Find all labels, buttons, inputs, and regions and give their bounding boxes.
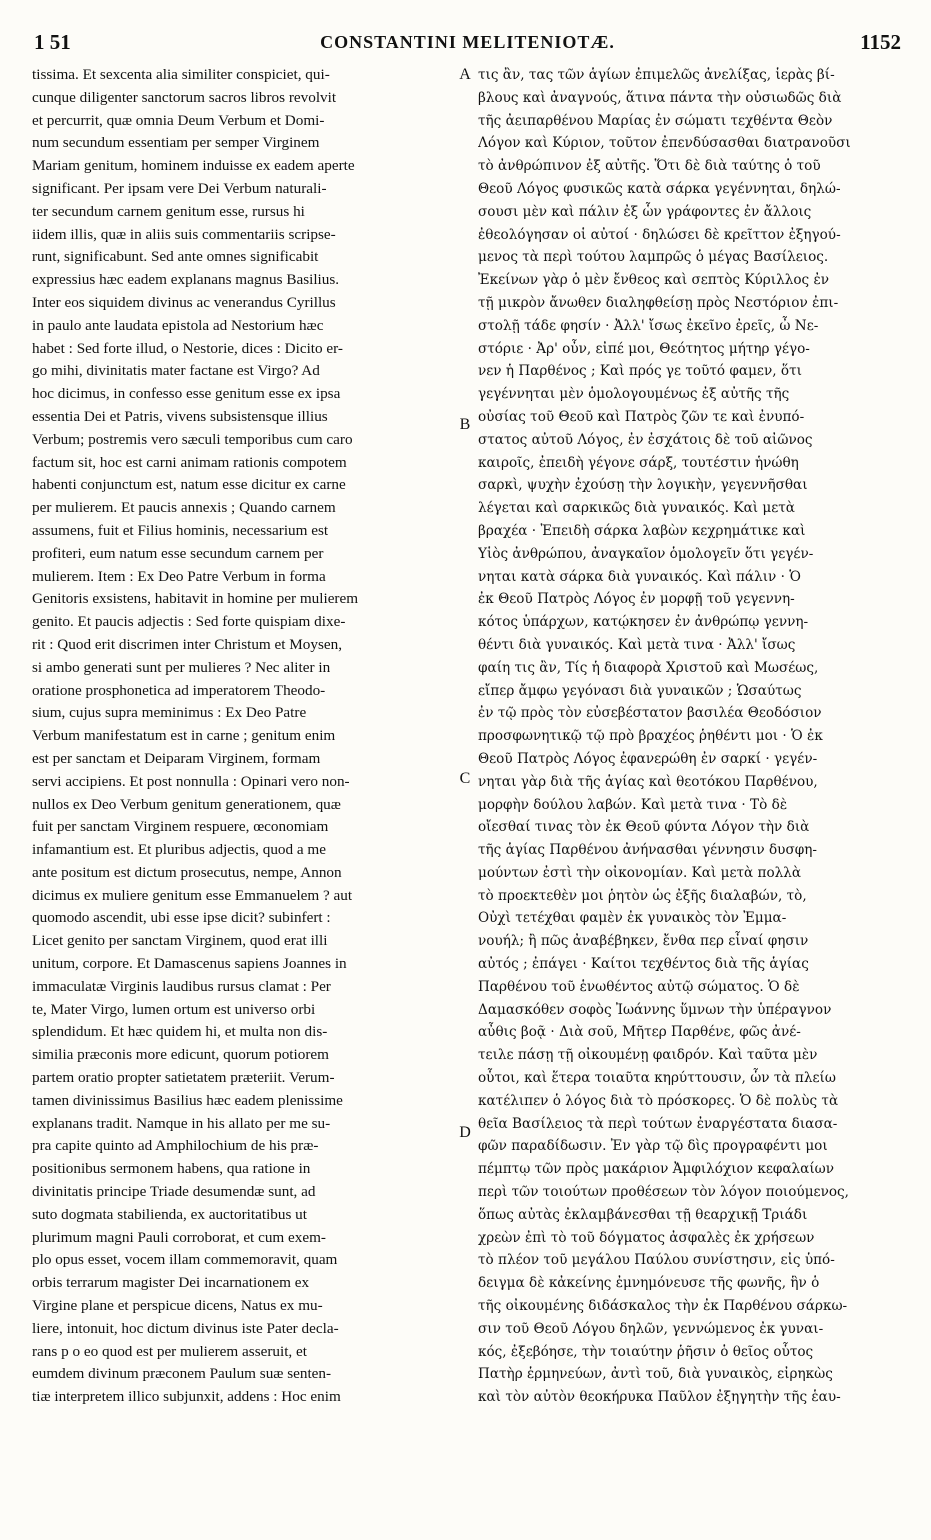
- text-line: immaculatæ Virginis laudibus rursus clamat : Per: [32, 977, 331, 995]
- text-line: dicimus ex muliere genitum esse Emmanuelem ? aut: [32, 886, 353, 904]
- text-line: θέντι διὰ γυναικός. Καὶ μετὰ τινα · Ἀλλ' ἴσως: [478, 636, 796, 653]
- text-line: tiæ interpretem illico subjunxit, addens : Hoc enim: [32, 1388, 341, 1406]
- text-line: iidem illis, quæ in aliis suis commentariis scripse-: [32, 225, 336, 243]
- text-line: σαρκὶ, ψυχὴν ἐχούσῃ τὴν λογικὴν, γεγεννῆσθαι: [478, 477, 808, 494]
- text-line: oratione prosphonetica ad imperatorem Theodo-: [32, 681, 326, 699]
- text-line: Υἱὸς ἀνθρώπου, ἀναγκαῖον ὁμολογεῖν ὅτι γεγέν-: [478, 545, 814, 562]
- text-line: κός, ἐξεβόησε, τὴν τοιαύτην ῥῆσιν ὁ θεῖος οὗτος: [478, 1343, 814, 1360]
- text-line: mulierem. Item : Ex Deo Patre Verbum in forma: [32, 567, 326, 585]
- text-line: τὸ πλέον τοῦ μεγάλου Παύλου συνίστησιν, εἰς ὑπό-: [478, 1252, 835, 1269]
- text-line: genito. Et paucis adjectis : Sed forte quispiam dixe-: [32, 613, 346, 631]
- text-line: plurimum magni Pauli corroborat, et cum exem-: [32, 1228, 326, 1246]
- text-line: φαίη τις ἂν, Τίς ἡ διαφορὰ Χριστοῦ καὶ Μωσέως,: [478, 659, 819, 676]
- text-line: fuit per sanctam Virginem respuere, œconomiam: [32, 818, 329, 836]
- text-line: ὅπως αὐτὰς ἐκλαμβάνεσθαι τῇ θεαρχικῇ Τριάδι: [478, 1206, 808, 1223]
- text-line: sium, cujus supra meminimus : Ex Deo Patre: [32, 704, 307, 722]
- text-line: similia præconis more edicunt, quorum potiorem: [32, 1046, 329, 1064]
- text-line: πέμπτῳ τῶν πρὸς μακάριον Ἀμφιλόχιον κεφαλαίων: [478, 1161, 835, 1178]
- text-line: καιροῖς, ἐπειδὴ γέγονε σάρξ, τουτέστιν ἡνώθη: [478, 454, 799, 471]
- page-number-right: 1152: [860, 30, 901, 54]
- text-line: τειλε πάσῃ τῇ οἰκουμένῃ φαιδρόν. Καὶ ταῦτα μὲν: [478, 1047, 818, 1064]
- text-line: κατέλιπεν ὁ λόγος διὰ τὸ πρόσκορες. Ὁ δὲ πολὺς τὰ: [478, 1092, 839, 1109]
- text-line: suto dogmata stabilienda, ex auctoritatibus ut: [32, 1205, 307, 1223]
- text-line: τὸ ἀνθρώπινον ἐξ αὐτῆς. Ὅτι δὲ διὰ ταύτης ὁ τοῦ: [478, 158, 821, 175]
- text-line: ter secundum carnem genitum esse, rursus hi: [32, 202, 305, 220]
- text-line: Inter eos siquidem divinus ac venerandus Cyrillus: [32, 293, 336, 311]
- text-line: βραχέα · Ἐπειδὴ σάρκα λαβὼν κεχρημάτικε καὶ: [478, 522, 806, 539]
- text-line: runt, significabunt. Sed ante omnes significabit: [32, 248, 319, 266]
- text-line: περὶ τῶν τοιούτων προθέσεων τὸν λόγον ποιούμενος,: [478, 1184, 849, 1201]
- text-line: Θεοῦ Πατρὸς Λόγος ἐφανερώθη ἐν σαρκί · γεγέν-: [478, 750, 818, 767]
- margin-marker-c: C: [459, 770, 471, 787]
- text-line: si ambo generati sunt per mulieres ? Nec aliter in: [32, 658, 331, 676]
- text-line: νηται κατὰ σάρκα διὰ γυναικός. Καὶ πάλιν · Ὁ: [478, 568, 801, 585]
- text-line: rans p o eo quod est per mulierem asseruit, et: [32, 1342, 307, 1360]
- text-line: χρεὼν ἐπὶ τὸ τοῦ δόγματος ἀσφαλὲς ἐκ χρήσεων: [478, 1229, 815, 1246]
- text-line: partem oratio propter satietatem præteriit. Verum-: [32, 1069, 335, 1087]
- text-line: rit : Quod erit discrimen inter Christum et Moysen,: [32, 635, 343, 653]
- text-line: assumens, fuit et Filius hominis, necessarium est: [32, 521, 329, 539]
- text-line: κότος ὑπάρχων, κατῴκησεν ἐν ἀνθρώπῳ γεννη-: [478, 614, 809, 631]
- text-line: μούντων ἐστὶ τὴν οἰκονομίαν. Καὶ μετὰ πολλὰ: [478, 864, 802, 881]
- margin-marker-a: A: [459, 66, 471, 83]
- text-line: orbis terrarum magister Dei incarnationem ex: [32, 1274, 310, 1292]
- text-line: σουσι μὲν καὶ πάλιν ἐξ ὧν γράφοντες ἐν ἄλλοις: [478, 203, 812, 220]
- text-line: unitum, corpore. Et Damascenus sapiens Joannes in: [32, 955, 347, 973]
- text-line: Θεοῦ Λόγος φυσικῶς κατὰ σάρκα γεγέννηται, δηλώ-: [478, 180, 841, 197]
- text-line: Virgine plane et perspicue dicens, Natus ex mu-: [32, 1297, 323, 1315]
- text-line: expressius hæc eadem explanans magnus Basilius.: [32, 271, 340, 289]
- text-line: τῆς ἁγίας Παρθένου ἀνήνασθαι γέννησιν δυσφη-: [478, 842, 817, 859]
- text-line: positionibus sermonem habens, qua ratione in: [32, 1160, 311, 1178]
- text-line: Genitoris exsistens, habitavit in homine per mulierem: [32, 590, 359, 608]
- text-line: factum sit, hoc est carni animam rationis compotem: [32, 453, 347, 471]
- text-line: φῶν παραδίδωσιν. Ἐν γὰρ τῷ δὶς προγραφέντι μοι: [478, 1138, 828, 1155]
- text-line: ἐθεολόγησαν οἱ αὐτοί · δηλώσει δὲ κρεῖττον ἐξηγού-: [478, 226, 841, 243]
- text-line: Verbum; postremis vero sæculi temporibus cum caro: [32, 430, 353, 448]
- text-line: μενος τὰ περὶ τούτου λαμπρῶς ὁ μέγας Βασίλειος.: [478, 249, 829, 266]
- margin-marker-d: D: [459, 1124, 471, 1141]
- text-line: tissima. Et sexcenta alia similiter conspiciet, qui-: [32, 66, 330, 83]
- text-line: significant. Per ipsam vere Dei Verbum naturali-: [32, 179, 327, 197]
- text-line: num secundum essentiam per semper Virginem: [32, 134, 320, 152]
- text-line: ἐκ Θεοῦ Πατρὸς Λόγος ἐν μορφῇ τοῦ γεγεννη-: [478, 591, 795, 608]
- text-line: οὗτοι, καὶ ἕτερα τοιαῦτα κηρύττουσιν, ὧν τὰ πλείω: [478, 1070, 836, 1087]
- text-line: divinitatis principe Triade desumendæ sunt, ad: [32, 1183, 316, 1201]
- text-line: splendidum. Et hæc quidem hi, et multa non dis-: [32, 1023, 328, 1041]
- text-line: αὖθις βοᾷ · Διὰ σοῦ, Μῆτερ Παρθένε, φῶς ἀνέ-: [478, 1024, 801, 1041]
- text-line: in paulo ante laudata epistola ad Nestorium hæc: [32, 316, 324, 334]
- text-line: profiteri, eum natum esse secundum carnem per: [32, 544, 324, 562]
- text-line: plo opus esset, vocem illam commemoravit, quam: [32, 1251, 338, 1269]
- running-title: CONSTANTINI MELITENIOTÆ.: [320, 32, 615, 52]
- text-line: στολῇ τάδε φησίν · Ἀλλ' ἴσως ἐκεῖνο ἐρεῖς, ὦ Νε-: [478, 317, 819, 334]
- text-line: nullos ex Deo Verbum genitum generationem, quæ: [32, 795, 341, 813]
- margin-marker-b: B: [459, 416, 471, 433]
- text-line: Ἐκείνων γὰρ ὁ μὲν ἔνθεος καὶ σεπτὸς Κύριλλος ἐν: [478, 272, 830, 289]
- text-line: τῆς οἰκουμένης διδάσκαλος τὴν ἐκ Παρθένου σάρκω-: [478, 1298, 848, 1315]
- text-line: pra capite quinto ad Amphilochium de his præ-: [32, 1137, 319, 1155]
- text-line: στατος αὐτοῦ Λόγος, ἐν ἐσχάτοις δὲ τοῦ αἰῶνος: [478, 431, 813, 448]
- text-line: τις ἂν, τας τῶν ἁγίων ἐπιμελῶς ἀνελίξας, ἱερὰς βί-: [478, 67, 835, 83]
- text-line: τῇ μικρὸν ἄνωθεν διαληφθείσῃ πρὸς Νεστόριον ἐπι-: [478, 294, 839, 311]
- text-line: est per sanctam et Deiparam Virginem, formam: [32, 749, 321, 767]
- text-line: explanans tradit. Namque in his allato per me su-: [32, 1114, 331, 1132]
- page-header: [34, 30, 901, 64]
- text-line: οὐσίας τοῦ Θεοῦ καὶ Πατρὸς ζῶν τε καὶ ἐνυπό-: [478, 408, 805, 425]
- text-line: servi accipiens. Et post nonnulla : Opinari vero non-: [32, 772, 350, 790]
- text-line: αὐτός ; ἐπάγει · Καίτοι τεχθέντος διὰ τῆς ἁγίας: [478, 956, 809, 973]
- text-line: τὸ προεκτεθὲν μοι ῥητὸν ὡς ἐξῆς διαλαβών, τὸ,: [478, 887, 807, 904]
- greek-column: [478, 64, 900, 1409]
- text-line: tamen divinissimus Basilius hæc eadem plenissime: [32, 1091, 343, 1109]
- text-line: habet : Sed forte illud, o Nestorie, dices : Dicito er-: [32, 339, 343, 357]
- text-line: νεν ἡ Παρθένος ; Καὶ πρός γε τοῦτό φαμεν, ὅτι: [478, 363, 802, 380]
- text-line: λέγεται καὶ σαρκικῶς διὰ γυναικός. Καὶ μετὰ: [478, 500, 795, 517]
- text-line: ἐν τῷ πρὸς τὸν εὐσεβέστατον βασιλέα Θεοδόσιον: [478, 705, 822, 722]
- text-line: μορφὴν δούλου λαβών. Καὶ μετὰ τινα · Τὸ δὲ: [478, 796, 788, 813]
- text-line: προσφωνητικῷ τῷ πρὸ βραχέος ῥηθέντι μοι · Ὁ ἐκ: [478, 728, 823, 745]
- text-line: quomodo ascendit, ubi esse ipse dicit? subinfert :: [32, 909, 331, 927]
- page-number-left: 1 51: [34, 30, 71, 54]
- text-line: eumdem divinum præconem Paulum suæ senten-: [32, 1365, 332, 1383]
- text-line: infamantium est. Et pluribus adjectis, quod a me: [32, 841, 326, 859]
- text-line: Verbum manifestatum est in carne ; genitum enim: [32, 727, 336, 745]
- latin-column: [32, 64, 457, 1409]
- text-line: Πατὴρ ἑρμηνεύων, ἀντὶ τοῦ, διὰ γυναικὸς, εἰρηκὼς: [478, 1366, 833, 1383]
- text-line: Licet genito per sanctam Virginem, quod erat illi: [32, 932, 328, 950]
- text-line: σιν τοῦ Θεοῦ Λόγου δηλῶν, γεννώμενος ἐκ γυναι-: [478, 1320, 824, 1337]
- text-line: Οὐχὶ τετέχθαι φαμὲν ἐκ γυναικὸς τὸν Ἐμμα-: [478, 910, 787, 927]
- text-line: νηται γὰρ διὰ τῆς ἁγίας καὶ θεοτόκου Παρθένου,: [478, 773, 818, 790]
- text-line: et percurrit, quæ omnia Deum Verbum et Domi-: [32, 111, 325, 129]
- text-line: cunque diligenter sanctorum sacros libros revolvit: [32, 88, 337, 106]
- text-line: liere, intonuit, hoc dictum divinus iste Pater decla-: [32, 1319, 339, 1337]
- text-line: Mariam genitum, hominem induisse ex eadem aperte: [32, 157, 355, 175]
- text-line: στόριε · Ἀρ' οὖν, εἰπέ μοι, Θεότητος μήτηρ γέγο-: [478, 340, 810, 357]
- text-line: καὶ τὸν αὐτὸν θεοκήρυκα Παῦλον ἐξηγητὴν τῆς ἑαυ-: [478, 1389, 841, 1406]
- text-line: τῆς ἀειπαρθένου Μαρίας ἐν σώματι τεχθέντα Θεὸν: [478, 112, 833, 129]
- text-line: ante positum est dictum prosecutus, nempe, Annon: [32, 863, 342, 881]
- text-line: Λόγον καὶ Κύριον, τοῦτον ἐπενδύσασθαι διατρανοῦσι: [478, 135, 851, 152]
- text-line: essentia Dei et Patris, vivens subsistensque illius: [32, 407, 328, 425]
- text-line: hoc dicimus, in confesso esse genitum esse ex ipsa: [32, 385, 341, 403]
- text-line: go mihi, divinitatis mater factane est Virgo? Ad: [32, 362, 320, 380]
- text-line: γεγέννηται μὲν ὁμολογουμένως ἐξ αὐτῆς τῆς: [478, 386, 790, 403]
- text-line: οἴεσθαί τινας τὸν ἐκ Θεοῦ φύντα Λόγον τὴν διὰ: [478, 819, 810, 836]
- text-line: Δαμασκόθεν σοφὸς Ἰωάννης ὕμνων τὴν ὑπέραγνον: [478, 1001, 832, 1018]
- text-line: te, Mater Virgo, lumen ortum est universo orbi: [32, 1000, 316, 1018]
- text-line: θεῖα Βασίλειος τὰ περὶ τούτων ἐναργέστατα διασα-: [478, 1115, 838, 1132]
- text-line: Παρθένου τοῦ ἑνωθέντος αὐτῷ σώματος. Ὁ δὲ: [478, 978, 800, 995]
- text-line: νουήλ; ἢ πῶς ἀναβέβηκεν, ἔνθα περ εἶναί φησιν: [478, 933, 809, 950]
- text-line: habenti conjunctum est, natum esse dicitur ex carne: [32, 476, 346, 494]
- text-line: per mulierem. Et paucis annexis ; Quando carnem: [32, 499, 336, 517]
- text-line: βλους καὶ ἀναγνούς, ἅτινα πάντα τὴν οὐσιωδῶς διὰ: [478, 89, 842, 106]
- text-line: εἴπερ ἄμφω γεγόνασι διὰ γυναικῶν ; Ὡσαύτως: [478, 682, 802, 699]
- text-line: δειγμα δὲ κἀκείνης ἐμνημόνευσε τῆς φωνῆς, ἣν ὁ: [478, 1275, 820, 1292]
